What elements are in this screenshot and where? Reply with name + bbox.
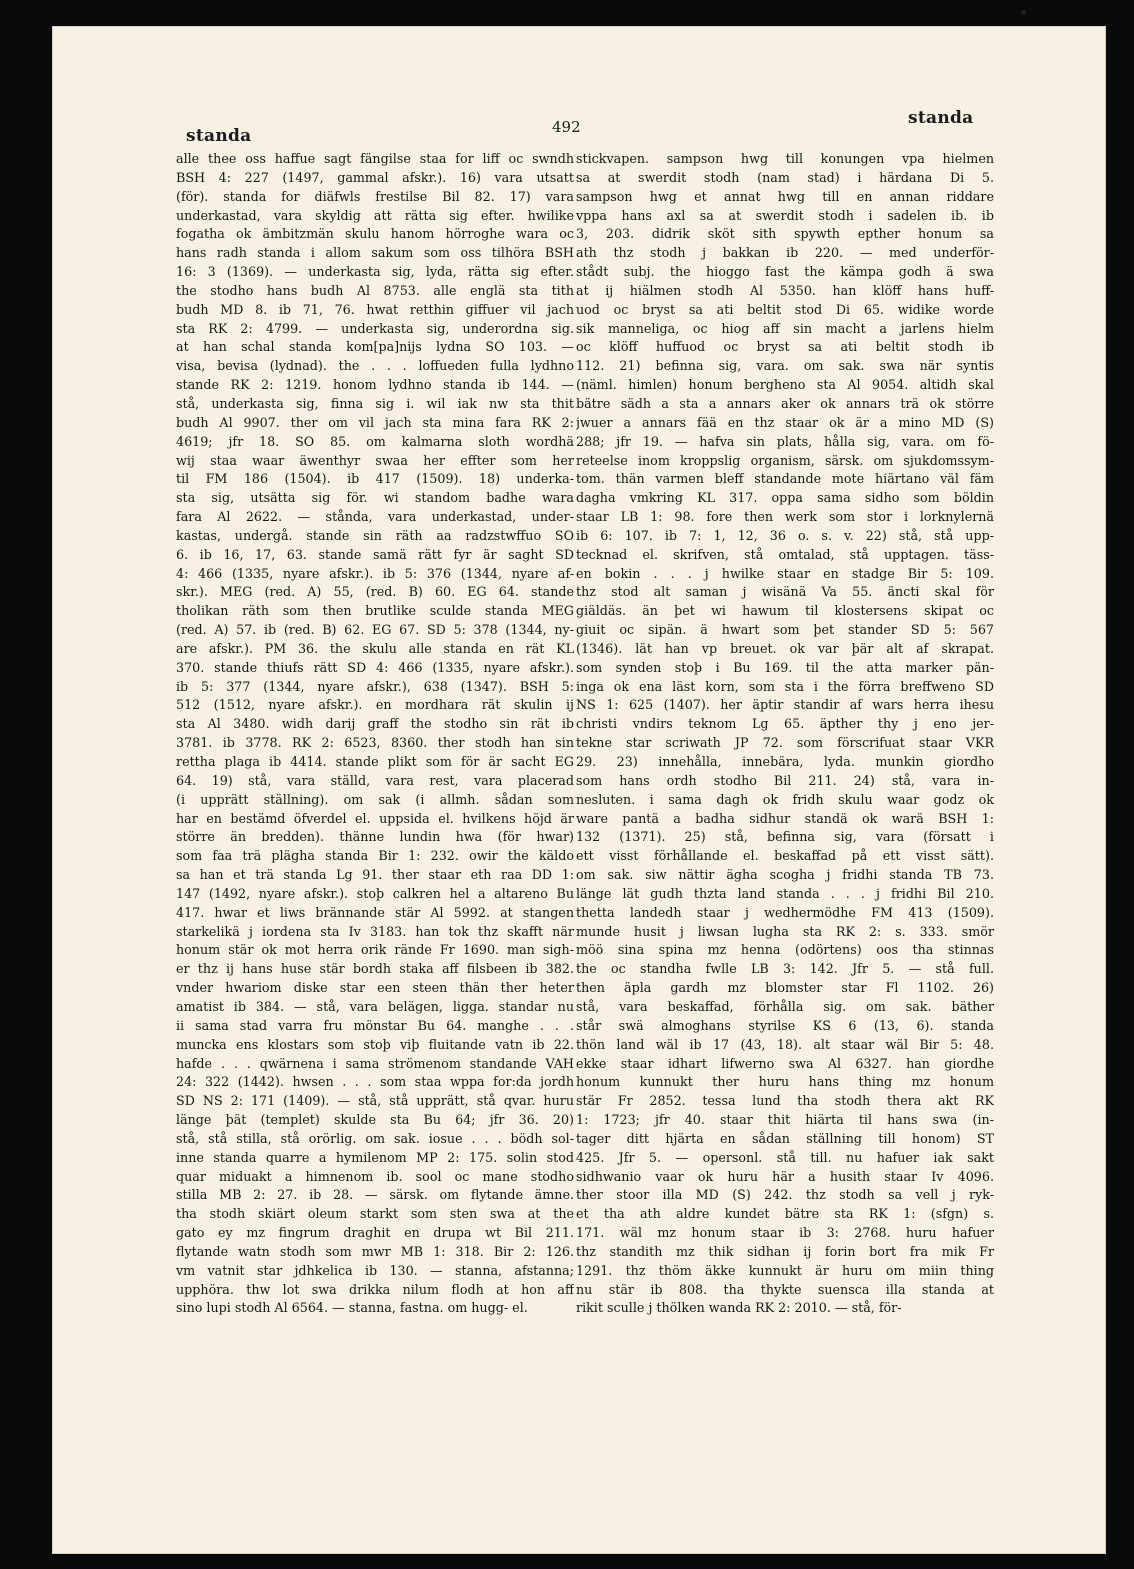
text-line: budh MD 8. ib 71, 76. hwat retthin giffuer vil jach [176, 301, 574, 317]
text-line: uod oc bryst sa ati beltit stod Di 65. widike worde [576, 301, 994, 317]
text-line: flytande watn stodh som mwr MB 1: 318. Bir 2: 126. [176, 1243, 574, 1259]
text-line: 370. stande thiufs rätt SD 4: 466 (1335, nyare afskr.). [176, 659, 574, 675]
text-line: giäldäs. än þet wi hawum til klostersens skipat oc [576, 603, 994, 619]
right-column-text [576, 150, 994, 1318]
text-line: the stodho hans budh Al 8753. alle englä sta tith [176, 282, 574, 298]
text-line: gato ey mz fingrum draghit en drupa wt Bil 211. [176, 1225, 574, 1241]
text-line: budh Al 9907. ther om vil jach sta mina fara RK 2: [176, 414, 574, 430]
text-line: stå, stå stilla, stå orörlig. om sak. iosue . . . bödh sol- [176, 1130, 574, 1146]
text-line: ekke staar idhart lifwerno swa Al 6327. han giordhe [576, 1055, 994, 1071]
text-line: oc klöff huffuod oc bryst sa ati beltit stodh ib [576, 339, 994, 355]
text-line: honum kunnukt ther huru hans thing mz honum [576, 1074, 994, 1090]
text-line: om sak. siw nättir ägha scogha j fridhi standa TB 73. [576, 867, 994, 883]
text-line: thetta landedh staar j wedhermödhe FM 413 (1509). [576, 904, 994, 920]
text-line: rettha plaga ib 4414. stande plikt som för är sacht EG [176, 754, 574, 769]
text-line: rikit sculle j thölken wanda RK 2: 2010. — stå, för- [576, 1300, 902, 1316]
text-line: hans radh standa i allom sakum som oss tilhöra BSH [176, 245, 574, 261]
text-line: 6. ib 16, 17, 63. stande samä rätt fyr är saght SD [176, 546, 574, 562]
text-line: starkelikä j iordena sta Iv 3183. han tok thz skafft när [176, 923, 574, 939]
text-line: muncka ens klostars som stoþ viþ fluitande vatn ib 22. [176, 1036, 574, 1052]
left-column-text [176, 150, 574, 1318]
text-line: stå, vara beskaffad, förhålla sig. om sak. bäther [576, 998, 994, 1014]
text-line: ware pantä a badha sidhur standä ok warä BSH 1: [576, 810, 994, 826]
text-line: inne standa quarre a hymilenom MP 2: 175. solin stod [176, 1149, 574, 1165]
text-line: vppa hans axl sa at swerdit stodh i sadelen ib. ib [576, 207, 994, 223]
text-line: munde husit j liwsan lugha sta RK 2: s. 333. smör [576, 923, 994, 939]
text-line: stickvapen. sampson hwg till konungen vpa hielmen [576, 151, 994, 166]
text-line: ii sama stad varra fru mönstar Bu 64. manghe . . . [176, 1017, 574, 1033]
text-line: 1291. thz thöm äkke kunnukt är huru om miin thing [576, 1262, 994, 1278]
text-line: 425. Jfr 5. — opersonl. stå till. nu hafuer iak sakt [576, 1149, 994, 1165]
text-line: bätre sädh a sta a annars aker ok annars trä ok större [576, 395, 994, 411]
text-line: inga ok ena läst korn, som sta i the förra breffweno SD [576, 678, 994, 694]
text-line: (för). standa for diäfwls frestilse Bil 82. 17) vara [176, 188, 574, 204]
text-line: staar LB 1: 98. fore then werk som stor i lorknylernä [576, 509, 994, 525]
text-line: skr.). MEG (red. A) 55, (red. B) 60. EG 64. stande [176, 584, 574, 600]
page-number: 492 [552, 118, 581, 136]
text-line: kastas, undergå. stande sin räth aa radzstwffuo SO [176, 527, 574, 543]
text-line: the oc standha fwlle LB 3: 142. Jfr 5. — stå full. [576, 961, 994, 977]
text-line: fara Al 2622. — stånda, vara underkastad, under- [176, 509, 574, 525]
text-line: vnder hwariom diske star een steen thän ther heter [176, 980, 574, 996]
text-line: 3, 203. didrik sköt sith spywth epther honum sa [576, 226, 994, 242]
text-line: stå, underkasta sig, finna sig i. wil iak nw sta thit [176, 395, 574, 411]
text-line: sa han et trä standa Lg 91. ther staar eth raa DD 1: [176, 867, 574, 883]
text-line: stilla MB 2: 27. ib 28. — särsk. om flytande ämne. [176, 1187, 574, 1203]
text-line: 4619; jfr 18. SO 85. om kalmarna sloth wordhä [176, 433, 574, 449]
text-line: stådt subj. the hioggo fast the kämpa godh ä swa [576, 264, 994, 280]
text-line: reteelse inom kroppslig organism, särsk. om sjukdomssym- [576, 452, 994, 468]
text-line: stär Fr 2852. tessa lund tha stodh thera akt RK [576, 1093, 994, 1109]
text-line: hafde . . . qwärnena i sama strömenom standande VAH [176, 1055, 574, 1071]
text-line: större än bredden). thänne lundin hwa (för hwar) [176, 829, 574, 845]
text-line: (red. A) 57. ib (red. B) 62. EG 67. SD 5: 378 (1344, ny- [176, 622, 574, 638]
text-line: at ij hiälmen stodh Al 5350. han klöff hans huff- [576, 282, 994, 298]
text-line: et tha ath aldre kundet bätre sta RK 1: (sfgn) s. [576, 1206, 994, 1222]
text-line: ib 5: 377 (1344, nyare afskr.), 638 (1347). BSH 5: [176, 678, 574, 694]
text-line: 64. 19) stå, vara ställd, vara rest, vara placerad [176, 772, 574, 788]
right-headword: standa [908, 108, 974, 128]
text-line: 288; jfr 19. — hafva sin plats, hålla sig, vara. om fö- [576, 433, 994, 449]
text-line: wij staa waar äwenthyr swaa her effter som her [176, 452, 574, 468]
text-line: BSH 4: 227 (1497, gammal afskr.). 16) vara utsatt [176, 169, 574, 185]
text-line: tekne star scriwath JP 72. som förscrifuat staar VKR [576, 735, 994, 751]
text-line: 4: 466 (1335, nyare afskr.). ib 5: 376 (1344, nyare af- [176, 565, 574, 581]
text-line: tom. thän varmen bleff standande mote hiärtano väl fäm [576, 471, 994, 487]
text-line: 171. wäl mz honum staar ib 3: 2768. huru hafuer [576, 1225, 994, 1241]
text-line: tha stodh skiärt oleum starkt som sten swa at the [176, 1206, 574, 1222]
text-line: en bokin . . . j hwilke staar en stadge Bir 5: 109. [576, 565, 994, 581]
text-line: then äpla gardh mz blomster star Fl 1102. 26) [576, 980, 994, 996]
text-line: som faa trä plägha standa Bir 1: 232. owir the käldo [176, 848, 574, 864]
text-line: SD NS 2: 171 (1409). — stå, stå upprätt, stå qvar. huru [176, 1093, 574, 1109]
text-line: dagha vmkring KL 317. oppa sama sidho som böldin [576, 490, 994, 506]
text-line: quar miduakt a himnenom ib. sool oc mane stodho [176, 1168, 574, 1184]
text-line: underkastad, vara skyldig att rätta sig efter. hwilike [176, 207, 574, 223]
text-line: står swä almoghans styrilse KS 6 (13, 6). standa [576, 1017, 994, 1033]
text-line: er thz ij hans huse stär bordh staka aff filsbeen ib 382. [176, 961, 574, 977]
text-line: sa at swerdit stodh (nam stad) i härdana Di 5. [576, 169, 994, 185]
text-line: vm vatnit star jdhkelica ib 130. — stanna, afstanna; [176, 1262, 574, 1278]
text-line: (i upprätt ställning). om sak (i allmh. sådan som [176, 791, 574, 807]
text-line: visa, bevisa (lydnad). the . . . loffueden fulla lydhno [176, 358, 574, 374]
text-line: til FM 186 (1504). ib 417 (1509). 18) underka- [176, 471, 574, 487]
text-line: thz standith mz thik sidhan ij forin bort fra mik Fr [576, 1243, 994, 1259]
text-line: sino lupi stodh Al 6564. — stanna, fastna. om hugg- el. [176, 1300, 528, 1316]
text-line: at han schal standa kom[pa]nijs lydna SO 103. — [176, 339, 574, 355]
text-line: NS 1: 625 (1407). her äptir standir af wars herra ihesu [576, 697, 994, 713]
text-line: 1: 1723; jfr 40. staar thit hiärta til hans swa (in- [576, 1112, 994, 1128]
text-line: 147 (1492, nyare afskr.). stoþ calkren hel a altareno Bu [176, 885, 574, 901]
text-line: 132 (1371). 25) stå, befinna sig, vara (försatt i [576, 829, 994, 845]
text-line: har en bestämd öfverdel el. uppsida el. hvilkens höjd är [176, 810, 574, 826]
text-line: upphöra. thw lot swa drikka nilum flodh at hon aff [176, 1281, 574, 1297]
text-line: sta sig, utsätta sig för. wi standom badhe wara [176, 490, 574, 506]
text-line: möö sina spina mz henna (odörtens) oos tha stinnas [576, 942, 994, 958]
text-line: som hans ordh stodho Bil 211. 24) stå, vara in- [576, 772, 994, 788]
text-line: 3781. ib 3778. RK 2: 6523, 8360. ther stodh han sin [176, 735, 574, 751]
text-line: ath thz stodh j bakkan ib 220. — med underför- [576, 245, 994, 261]
text-line: 24: 322 (1442). hwsen . . . som staa wppa for:da jordh [176, 1074, 574, 1090]
text-line: (näml. himlen) honum bergheno sta Al 9054. altidh skal [576, 377, 994, 393]
text-line: som synden stoþ i Bu 169. til the atta marker pän- [576, 659, 994, 675]
text-line: länge þät (templet) skulde sta Bu 64; jfr 36. 20) [176, 1112, 574, 1128]
text-line: tholikan räth som then brutlike sculde standa MEG [176, 603, 574, 619]
text-line: stande RK 2: 1219. honom lydhno standa ib 144. — [176, 377, 574, 393]
text-line: nu stär ib 808. tha thykte suensca illa standa at [576, 1281, 994, 1297]
text-line: sta RK 2: 4799. — underkasta sig, underordna sig. [176, 320, 574, 336]
text-line: tecknad el. skrifven, stå omtalad, stå upptagen. täss- [576, 546, 994, 562]
text-line: sampson hwg et annat hwg till en annan riddare [576, 188, 994, 204]
text-line: amatist ib 384. — stå, vara belägen, ligga. standar nu [176, 998, 574, 1014]
text-line: alle thee oss haffue sagt fängilse staa for liff oc swndh [176, 151, 574, 166]
text-line: tager ditt hjärta en sådan ställning till honom) ST [576, 1130, 994, 1146]
text-line: giuit oc sipän. ä hwart som þet stander SD 5: 567 [576, 622, 994, 638]
text-line: (1346). lät han vp breuet. ok var þär alt af skrapat. [576, 640, 994, 656]
scan-mark [1021, 10, 1026, 15]
text-line: jwuer a annars fää en thz staar ok är a mino MD (S) [576, 414, 994, 430]
text-line: nesluten. i sama dagh ok fridh skulu waar godz ok [576, 791, 994, 807]
left-headword: standa [186, 126, 252, 146]
text-line: thz stod alt saman j wisänä Va 55. änсti skal för [576, 584, 994, 600]
text-line: sta Al 3480. widh darij graff the stodho sin rät ib [176, 716, 574, 732]
text-line: are afskr.). PM 36. the skulu alle standa en rät KL [176, 640, 574, 656]
text-line: 29. 23) innehålla, innebära, lyda. munkin giordho [576, 754, 994, 769]
text-line: honum stär ok mot herra orik rände Fr 1690. man sigh- [176, 942, 574, 958]
text-line: ther stoor illa MD (S) 242. thz stodh sa vell j ryk- [576, 1187, 994, 1203]
text-line: ib 6: 107. ib 7: 1, 12, 36 o. s. v. 22) stå, stå upp- [576, 527, 994, 543]
text-line: 417. hwar et liws brännande stär Al 5992. at stangen [176, 904, 574, 920]
text-line: thön land wäl ib 17 (43, 18). alt staar wäl Bir 5: 48. [576, 1036, 994, 1052]
text-line: 512 (1512, nyare afskr.). en mordhara rät skulin ij [176, 697, 574, 713]
text-line: 112. 21) befinna sig, vara. om sak. swa när syntis [576, 358, 994, 374]
text-line: fogatha ok ämbitzmän skulu hanom hörroghe wara oc [176, 226, 574, 242]
text-line: sidhwanio vaar ok huru här a husith staar Iv 4096. [576, 1168, 994, 1184]
text-line: 16: 3 (1369). — underkasta sig, lyda, rätta sig efter. [176, 264, 574, 280]
text-line: ett visst förhållande el. beskaffad på ett visst sätt). [576, 848, 994, 864]
text-line: länge lät gudh thzta land standa . . . j fridhi Bil 210. [576, 885, 994, 901]
text-line: christi vndirs teknom Lg 65. äpther thy j eno jer- [576, 716, 994, 732]
text-line: sik manneliga, oc hiog aff sin macht a jarlens hielm [576, 320, 994, 336]
